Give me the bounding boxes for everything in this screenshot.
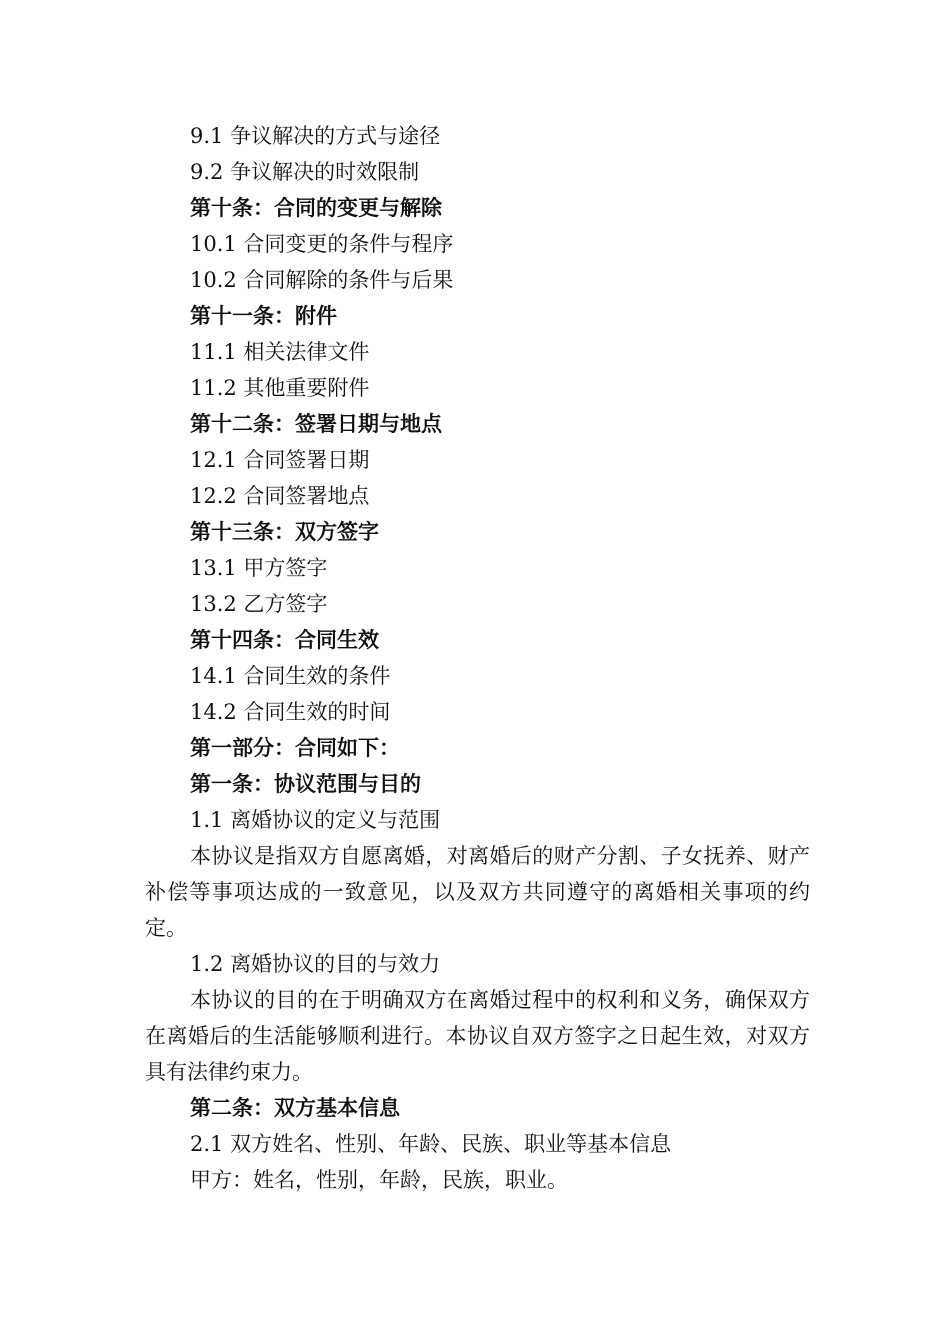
list-item: 9.1 争议解决的方式与途径 — [190, 124, 441, 148]
body-paragraph: 本协议是指双方自愿离婚，对离婚后的财产分割、子女抚养、财产补偿等事项达成的一致意见，以及双方共同遵守的离婚相关事项的约定。 — [145, 844, 810, 940]
list-item: 11.1 相关法律文件 — [190, 340, 370, 364]
document-body — [145, 118, 825, 1198]
list-item: 11.2 其他重要附件 — [190, 376, 370, 400]
list-item: 10.2 合同解除的条件与后果 — [190, 268, 454, 292]
list-item: 2.1 双方姓名、性别、年龄、民族、职业等基本信息 — [190, 1132, 672, 1156]
list-item: 13.1 甲方签字 — [190, 556, 328, 580]
part-heading: 第一部分：合同如下： — [190, 736, 400, 760]
list-item: 10.1 合同变更的条件与程序 — [190, 232, 454, 256]
body-paragraph: 本协议的目的在于明确双方在离婚过程中的权利和义务，确保双方在离婚后的生活能够顺利进行。本协议自双方签字之日起生效，对双方具有法律约束力。 — [145, 988, 810, 1084]
section-heading: 第十三条：双方签字 — [190, 520, 379, 544]
list-item: 14.1 合同生效的条件 — [190, 664, 391, 688]
section-heading: 第十四条：合同生效 — [190, 628, 379, 652]
list-item: 1.1 离婚协议的定义与范围 — [190, 808, 441, 832]
section-heading: 第二条：双方基本信息 — [190, 1096, 400, 1120]
list-item: 12.1 合同签署日期 — [190, 448, 370, 472]
list-item: 1.2 离婚协议的目的与效力 — [190, 952, 441, 976]
list-item: 13.2 乙方签字 — [190, 592, 328, 616]
list-item: 甲方：姓名，性别，年龄，民族，职业。 — [190, 1168, 568, 1192]
section-heading: 第十二条：签署日期与地点 — [190, 412, 442, 436]
list-item: 9.2 争议解决的时效限制 — [190, 160, 420, 184]
list-item: 12.2 合同签署地点 — [190, 484, 370, 508]
list-item: 14.2 合同生效的时间 — [190, 700, 391, 724]
section-heading: 第一条：协议范围与目的 — [190, 772, 421, 796]
section-heading: 第十一条：附件 — [190, 304, 337, 328]
section-heading: 第十条：合同的变更与解除 — [190, 196, 442, 220]
